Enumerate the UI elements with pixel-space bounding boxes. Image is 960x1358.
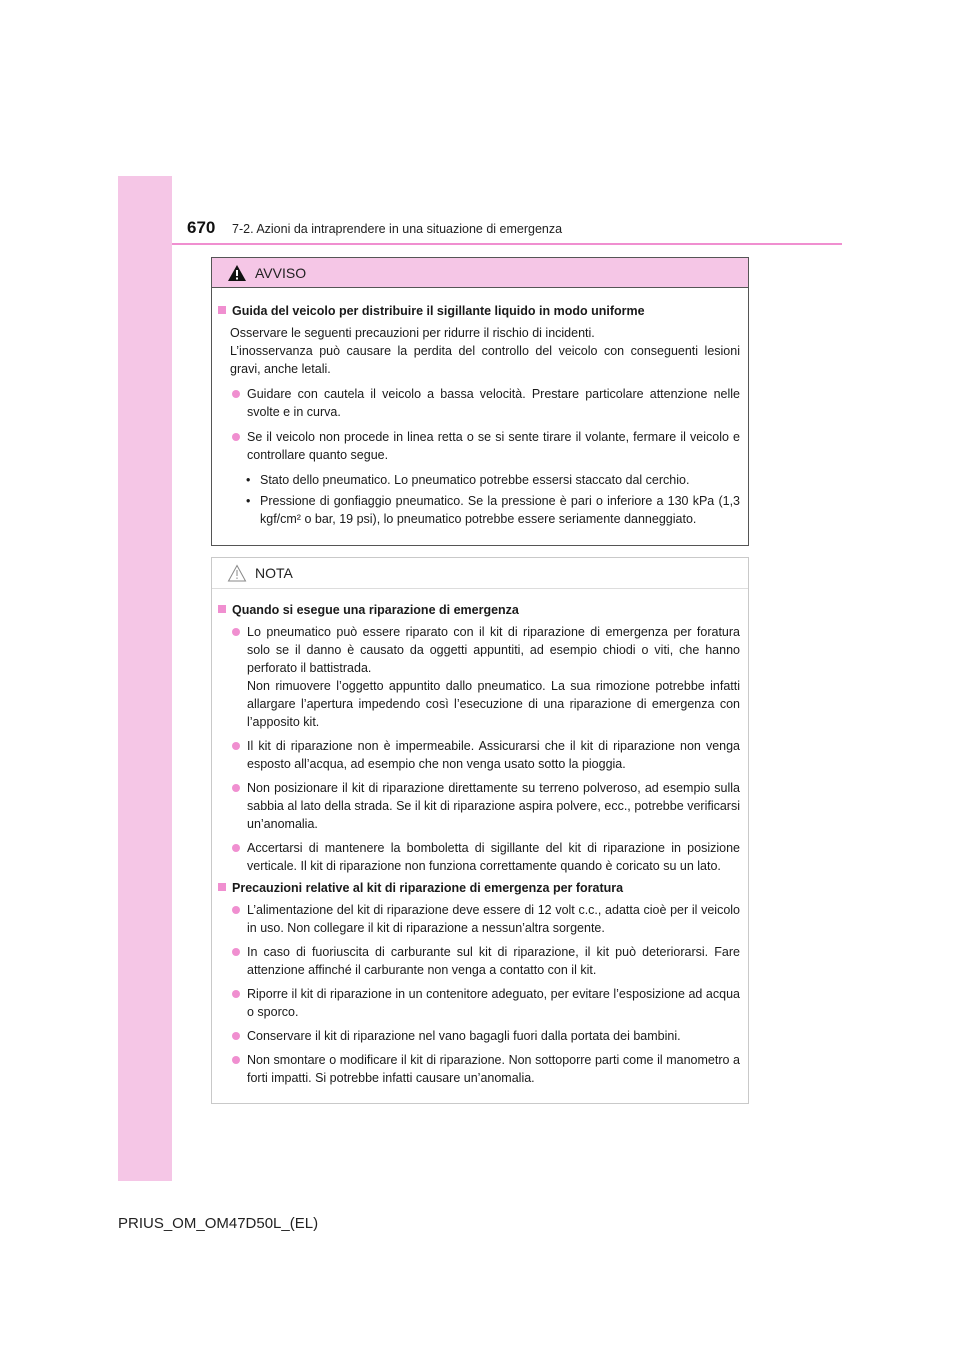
warning-heading — [218, 302, 740, 320]
notice-box — [211, 557, 749, 1104]
round-bullet-icon — [232, 990, 240, 998]
chapter-sidebar-tab — [118, 176, 172, 1181]
round-bullet-icon — [232, 906, 240, 914]
round-bullet-icon — [232, 390, 240, 398]
round-bullet-icon — [232, 742, 240, 750]
list-item: Non posizionare il kit di riparazione direttamente su terreno polveroso, ad esempio sulla sabbia al lato della strada. Se il kit di riparazione aspira polvere, ecc., potrebbe verificarsi un’anomalia. — [218, 779, 740, 833]
square-bullet-icon — [218, 306, 226, 314]
list-item: Se il veicolo non procede in linea retta o se si sente tirare il volante, fermare il veicolo e controllare quanto segue. — [218, 428, 740, 464]
list-item: Guidare con cautela il veicolo a bassa velocità. Prestare particolare attenzione nelle svolte e in curva. — [218, 385, 740, 421]
header-divider — [172, 243, 842, 245]
list-item: Riporre il kit di riparazione in un contenitore adeguato, per evitare l’esposizione ad acqua o sporco. — [218, 985, 740, 1021]
sub-bullet-marker: • — [246, 473, 251, 487]
warning-box-header — [212, 258, 748, 288]
sub-bullet-marker: • — [246, 494, 251, 508]
list-item: Il kit di riparazione non è impermeabile. Assicurarsi che il kit di riparazione non venga esposto all’acqua, ad esempio che non venga usato sotto la pioggia. — [218, 737, 740, 773]
notice-box-header — [212, 558, 748, 589]
round-bullet-icon — [232, 784, 240, 792]
round-bullet-icon — [232, 1056, 240, 1064]
warning-box — [211, 257, 749, 546]
square-bullet-icon — [218, 605, 226, 613]
warning-intro-2: L’inosservanza può causare la perdita del controllo del veicolo con conseguenti lesioni gravi, anche letali. — [230, 344, 740, 376]
square-bullet-icon — [218, 883, 226, 891]
section-title: 7-2. Azioni da intraprendere in una situazione di emergenza — [232, 222, 563, 236]
caution-triangle-icon — [227, 564, 247, 582]
round-bullet-icon — [232, 844, 240, 852]
warning-label: AVVISO — [255, 264, 307, 281]
list-item: Accertarsi di mantenere la bomboletta di sigillante del kit di riparazione in posizione verticale. Il kit di riparazione non funziona correttamente quando è coricato su un lato. — [218, 839, 740, 875]
notice-label: NOTA — [255, 565, 293, 581]
round-bullet-icon — [232, 628, 240, 636]
list-item: Lo pneumatico può essere riparato con il kit di riparazione di emergenza per foratura solo se il danno è causato da oggetti appuntiti, ad esempio chiodi o viti, che hanno perforato il battistrada. Non rimuovere l’oggetto appuntito dallo pneumatico. La sua rimozione potrebbe infatti allargare l’apertura impedendo così l’esecuzione di una riparazione di emergenza con l’apposito kit. — [218, 623, 740, 731]
warning-intro-1: Osservare le seguenti precauzioni per ridurre il rischio di incidenti. — [230, 326, 595, 340]
round-bullet-icon — [232, 948, 240, 956]
warning-body — [212, 288, 748, 528]
round-bullet-icon — [232, 433, 240, 441]
list-item: Non smontare o modificare il kit di riparazione. Non sottoporre parti come il manometro a forti impatti. Si potrebbe infatti causare un’anomalia. — [218, 1051, 740, 1087]
round-bullet-icon — [232, 1032, 240, 1040]
notice-body — [212, 589, 748, 1087]
list-item: L’alimentazione del kit di riparazione deve essere di 12 volt c.c., adatta cioè per il veicolo in uso. Non collegare il kit di riparazione a nessun’altra sorgente. — [218, 901, 740, 937]
notice-heading-1: Quando si esegue una riparazione di emergenza — [218, 601, 740, 619]
list-item: In caso di fuoriuscita di carburante sul kit di riparazione, il kit può deteriorarsi. Fare attenzione affinché il carburante non venga a contatto con il kit. — [218, 943, 740, 979]
notice-heading-2: Precauzioni relative al kit di riparazione di emergenza per foratura — [218, 879, 740, 897]
sub-list-item: • Stato dello pneumatico. Lo pneumatico potrebbe essersi staccato dal cerchio. — [246, 473, 690, 487]
page-number: 670 — [187, 218, 216, 237]
document-code: PRIUS_OM_OM47D50L_(EL) — [118, 1215, 319, 1232]
list-item: Conservare il kit di riparazione nel vano bagagli fuori dalla portata dei bambini. — [218, 1027, 740, 1045]
sub-list-item: • Pressione di gonfiaggio pneumatico. Se la pressione è pari o inferiore a 130 kPa (1,3 kgf/cm² o bar, 19 psi), lo pneumatico potrebbe essere seriamente danneggiato. — [246, 494, 740, 526]
warning-heading-text: Guida del veicolo per distribuire il sigillante liquido in modo uniforme — [232, 304, 645, 318]
warning-triangle-icon — [227, 264, 247, 282]
